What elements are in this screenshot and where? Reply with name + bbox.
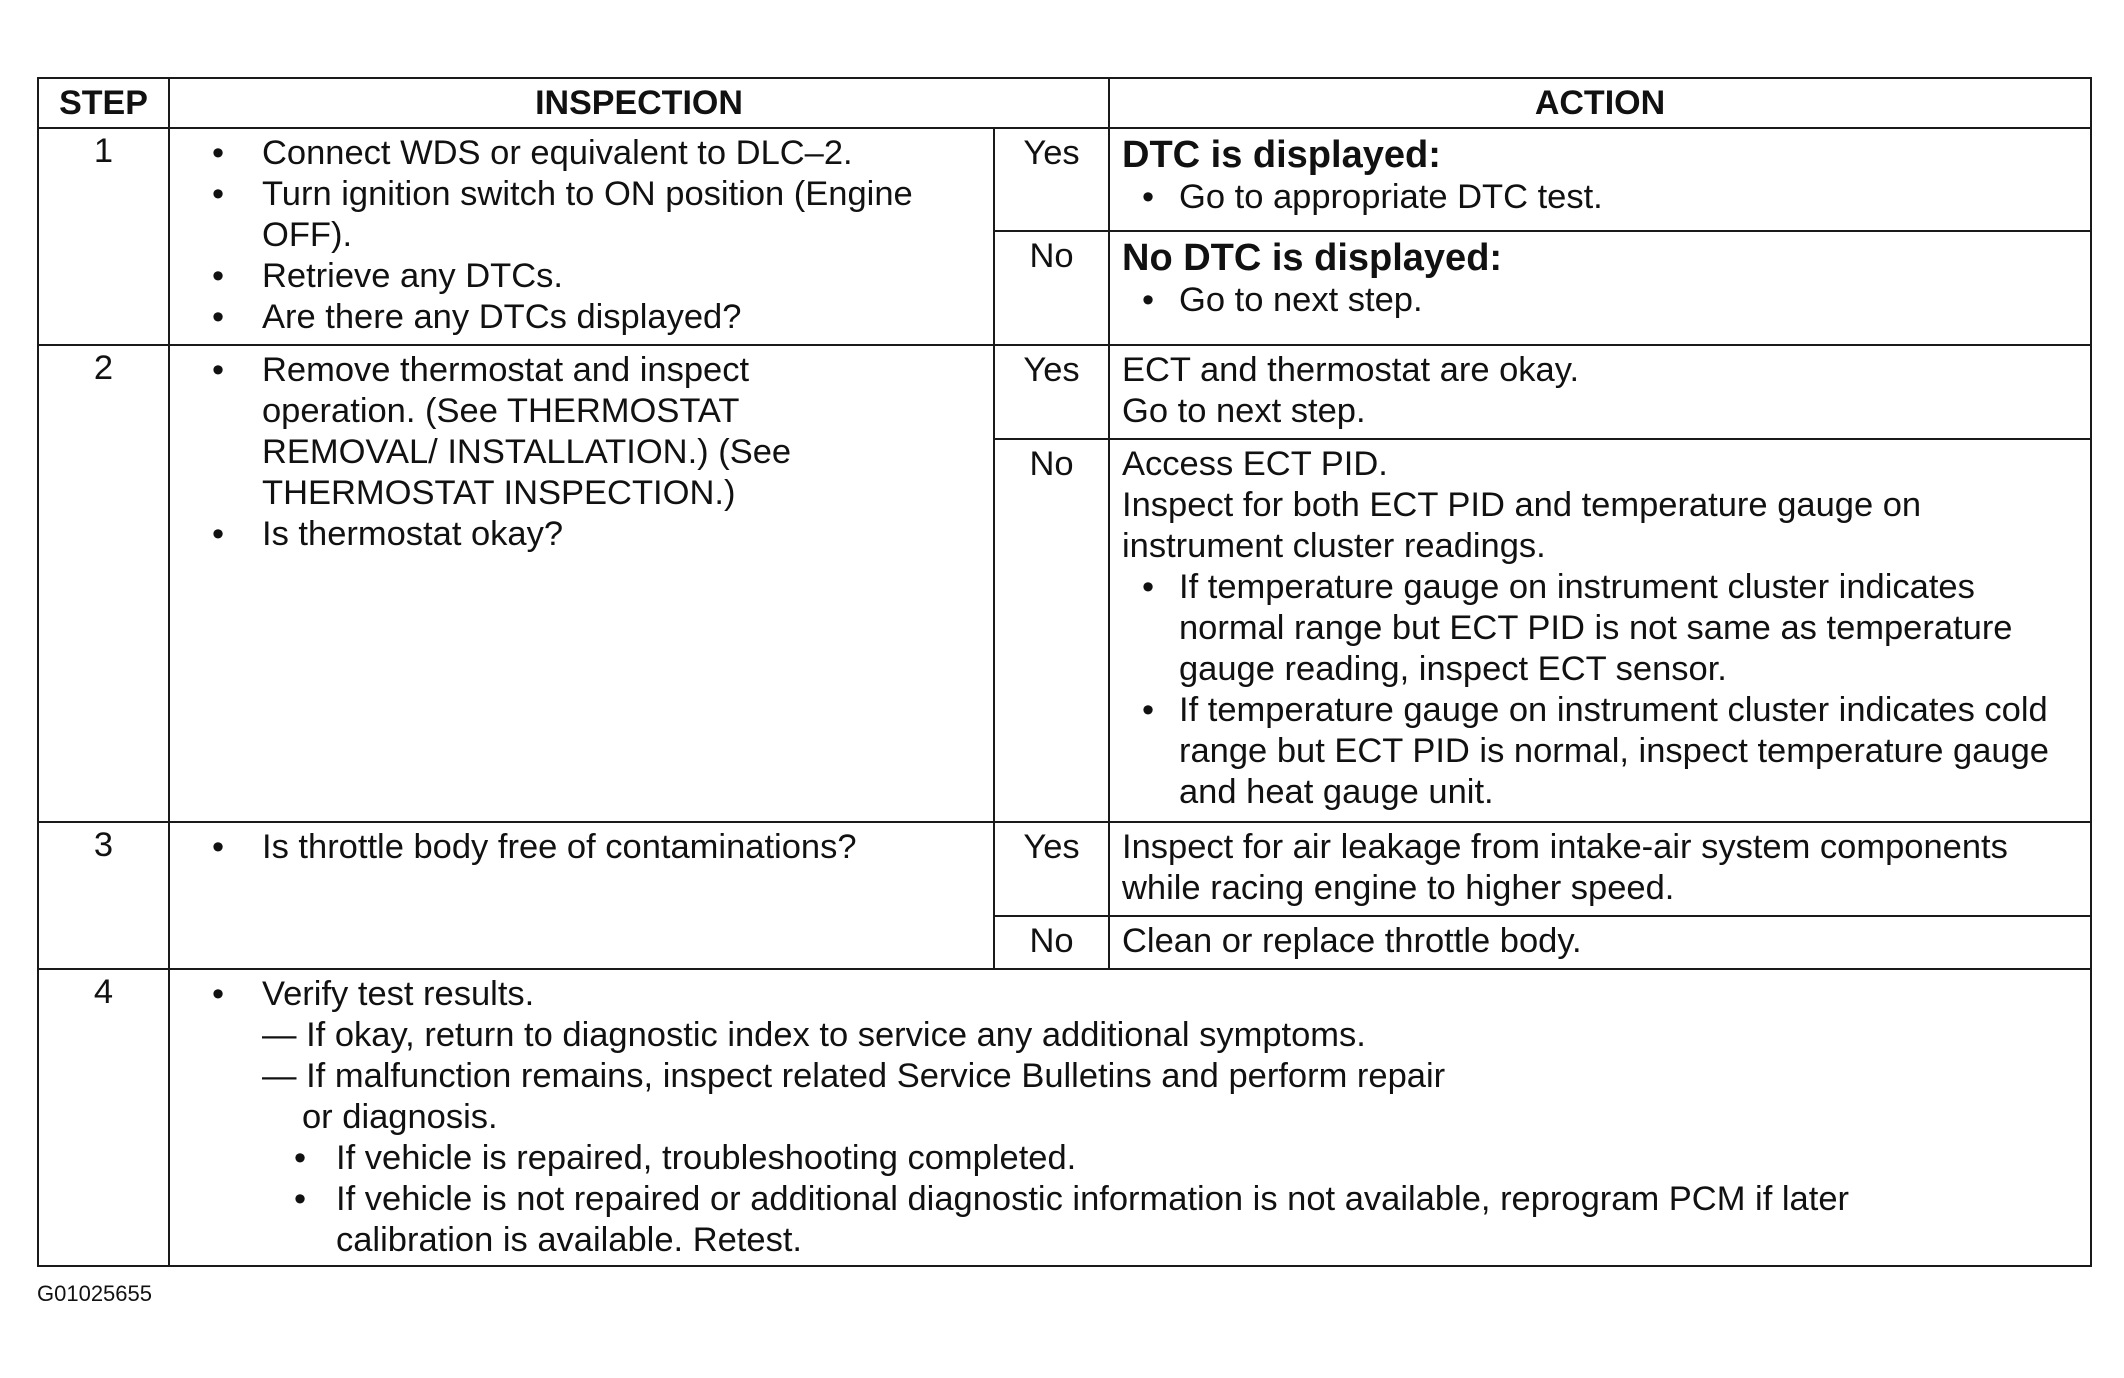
inspection-item: • Verify test results.: [190, 974, 2080, 1015]
diagnostic-table-wrapper: [37, 77, 2090, 1267]
action-heading: No DTC is displayed:: [1122, 237, 1503, 279]
yes-label: Yes: [994, 128, 1109, 231]
step-3-no-action: [1109, 916, 2091, 969]
action-line: Inspect for air leakage from intake-air system components while racing engine to higher speed.: [1122, 828, 2008, 907]
action-line: Inspect for both ECT PID and temperature gauge on instrument cluster readings.: [1122, 486, 1922, 565]
step-number: 2: [38, 345, 169, 822]
inspection-item: • Retrieve any DTCs.: [190, 256, 983, 297]
diagnostic-table: [37, 77, 2092, 1267]
action-item: • If temperature gauge on instrument cluster indicates cold range but ECT PID is normal, inspect temperature gauge and heat gauge unit.: [1122, 690, 2078, 813]
inspection-item: • Remove thermostat and inspect operation. (See THERMOSTAT REMOVAL/ INSTALLATION.) (See THERMOSTAT INSPECTION.): [190, 350, 983, 514]
step-2-yes-row: [38, 345, 2091, 439]
step-1-yes-action: [1109, 128, 2091, 231]
action-item: • If temperature gauge on instrument cluster indicates normal range but ECT PID is not same as temperature gauge reading, inspect ECT sensor.: [1122, 567, 2078, 690]
step-header: STEP: [38, 78, 169, 128]
action-header: ACTION: [1109, 78, 2091, 128]
no-label: No: [994, 439, 1109, 822]
step-number: 3: [38, 822, 169, 969]
result-malfunction-cont: or diagnosis.: [302, 1098, 498, 1136]
step-2-yes-action: [1109, 345, 2091, 439]
step-1-yes-row: [38, 128, 2091, 231]
result-okay-line: — If okay, return to diagnostic index to service any additional symptoms.: [262, 1016, 1366, 1054]
inspection-item: • Is thermostat okay?: [190, 514, 983, 555]
step-number: 4: [38, 969, 169, 1266]
yes-label: Yes: [994, 822, 1109, 916]
inspection-item: • Turn ignition switch to ON position (Engine OFF).: [190, 174, 983, 256]
step-3-inspection: [169, 822, 994, 969]
result-malfunction-line: — If malfunction remains, inspect related Service Bulletins and perform repair: [262, 1057, 1446, 1095]
action-line: Go to next step.: [1122, 392, 1366, 430]
figure-code: G01025655: [37, 1281, 152, 1306]
result-item: • If vehicle is not repaired or additional diagnostic information is not available, reprogram PCM if later calibration is available. Retest.: [288, 1179, 1960, 1261]
step-4-row: [38, 969, 2091, 1266]
step-2-inspection: [169, 345, 994, 822]
yes-label: Yes: [994, 345, 1109, 439]
action-line: Access ECT PID.: [1122, 445, 1388, 483]
action-line: Clean or replace throttle body.: [1122, 922, 1582, 960]
no-label: No: [994, 231, 1109, 345]
inspection-header: INSPECTION: [169, 78, 1109, 128]
step-1-inspection: [169, 128, 994, 345]
action-line: ECT and thermostat are okay.: [1122, 351, 1580, 389]
step-3-yes-action: [1109, 822, 2091, 916]
step-number: 1: [38, 128, 169, 345]
action-item: • Go to next step.: [1122, 280, 2078, 321]
header-row: [38, 78, 2091, 128]
step-2-no-action: [1109, 439, 2091, 822]
step-3-yes-row: [38, 822, 2091, 916]
inspection-item: • Connect WDS or equivalent to DLC–2.: [190, 133, 983, 174]
action-heading: DTC is displayed:: [1122, 134, 1441, 176]
result-item: • If vehicle is repaired, troubleshooting completed.: [288, 1138, 1960, 1179]
action-item: • Go to appropriate DTC test.: [1122, 177, 2078, 218]
inspection-item: • Are there any DTCs displayed?: [190, 297, 983, 338]
no-label: No: [994, 916, 1109, 969]
step-4-content: [169, 969, 2091, 1266]
step-1-no-action: [1109, 231, 2091, 345]
inspection-item: • Is throttle body free of contaminations?: [190, 827, 983, 868]
